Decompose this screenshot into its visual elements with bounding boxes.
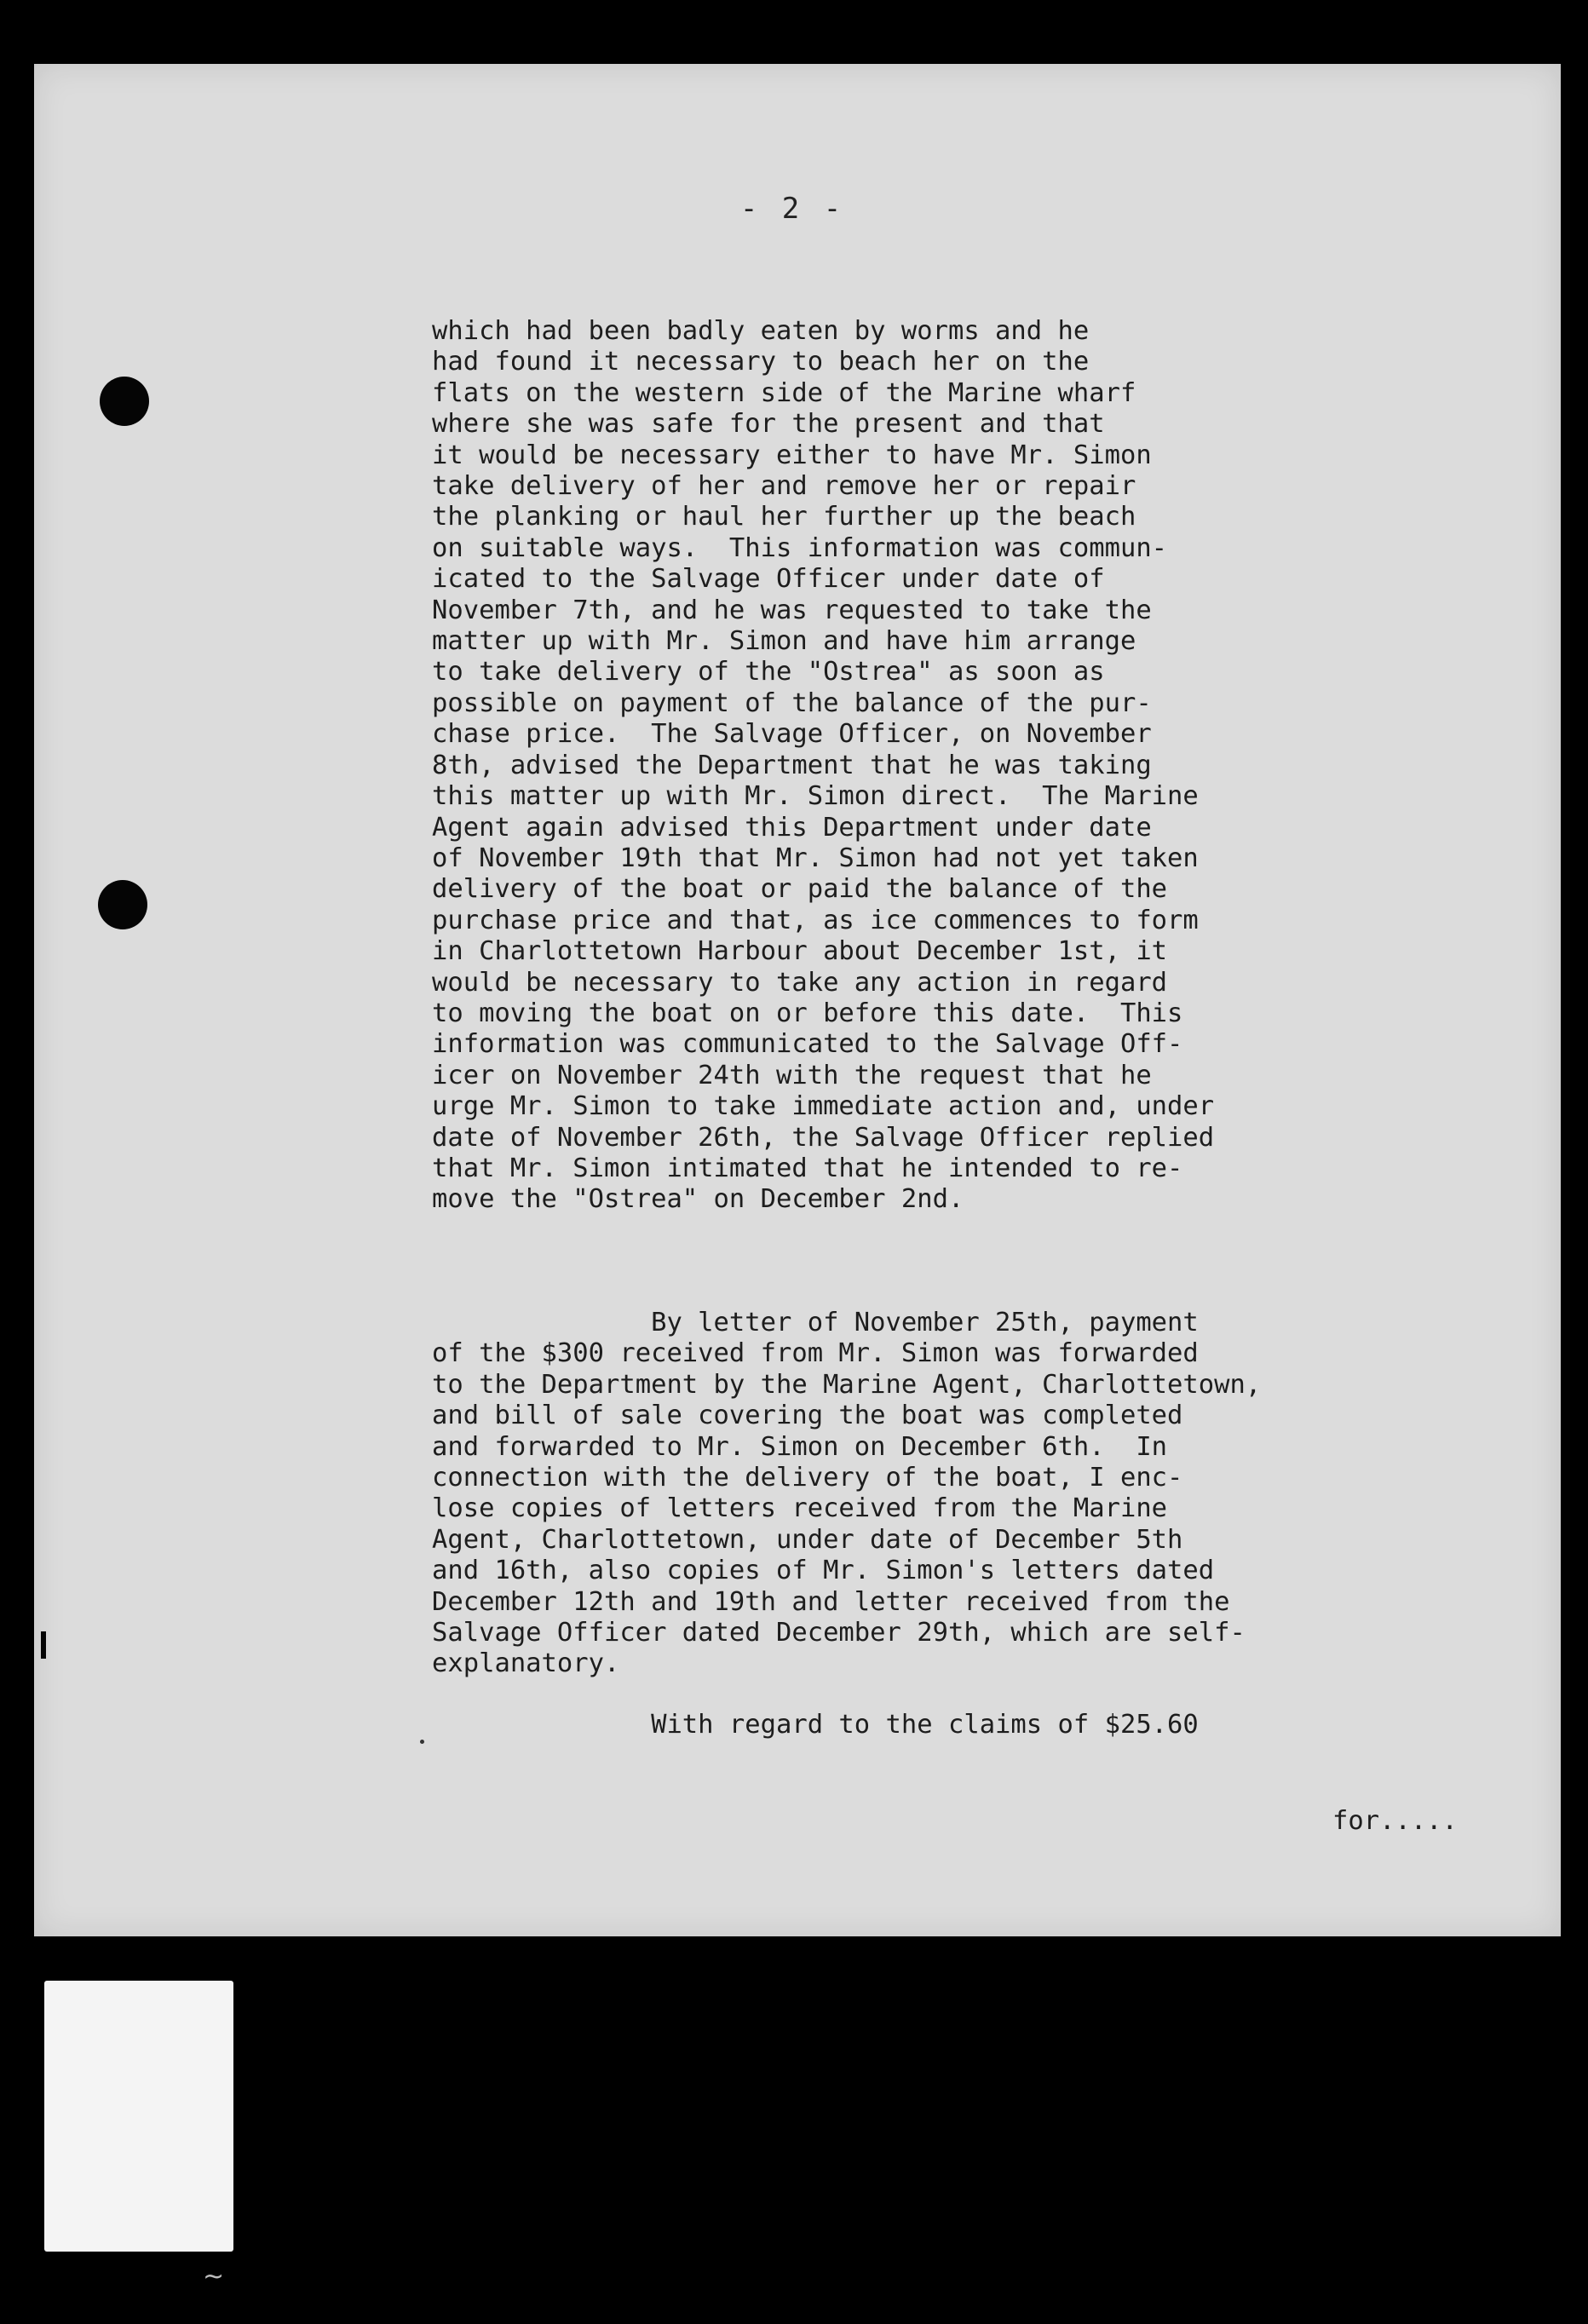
body-paragraph-1: which had been badly eaten by worms and he had found it necessary to beach her on the flats on the western side of the Marine wharf where she was safe for the present and that it would be necessary either to have Mr. Simon take delivery of her and remove her or repair the planking or haul her further up the beach on suitable ways. This information was commun- icated to the Salvage Officer under date of November 7th, and he was requested to take the matter up with Mr. Simon and have him arrange to take delivery of the "Ostrea" as soon as possible on payment of the balance of the pur- chase price. The Salvage Officer, on November 8th, advised the Department that he was taking this matter up with Mr. Simon direct. The Marine Agent again advised this Department under date of November 19th that Mr. Simon had not yet taken delivery of the boat or paid the balance of the purchase price and that, as ice commences to form in Charlottetown Harbour about December 1st, it would be necessary to take any action in regard to moving the boat on or before this date. This information was communicated to the Salvage Off- icer on November 24th with the request that he urge Mr. Simon to take immediate action and, under date of November 26th, the Salvage Officer replied that Mr. Simon intimated that he intended to re- move the "Ostrea" on December 2nd. bbox=[432, 316, 1215, 1215]
body-paragraph-3: With regard to the claims of $25.60 bbox=[432, 1710, 1199, 1740]
document-sheet bbox=[34, 64, 1561, 1936]
page-number: - 2 - bbox=[739, 192, 845, 226]
punch-hole-bottom bbox=[98, 880, 147, 929]
blank-label-card bbox=[44, 1981, 233, 2252]
punch-hole-top bbox=[100, 377, 149, 426]
body-paragraph-2: By letter of November 25th, payment of the $300 received from Mr. Simon was forwarded to the Department by the Marine Agent, Charlottetown, and bill of sale covering the boat was completed and forwarded to Mr. Simon on December 6th. In connection with the delivery of the boat, I enc- lose copies of letters received from the Marine Agent, Charlottetown, under date of December 5th and 16th, also copies of Mr. Simon's letters dated December 12th and 19th and letter received from the Salvage Officer dated December 29th, which are self- explanatory. bbox=[432, 1308, 1262, 1679]
bottom-squiggle-mark: ~ bbox=[203, 2262, 225, 2292]
continuation-catchword: for..... bbox=[1332, 1806, 1458, 1836]
left-edge-mark bbox=[41, 1631, 46, 1659]
stray-dot bbox=[420, 1740, 424, 1744]
